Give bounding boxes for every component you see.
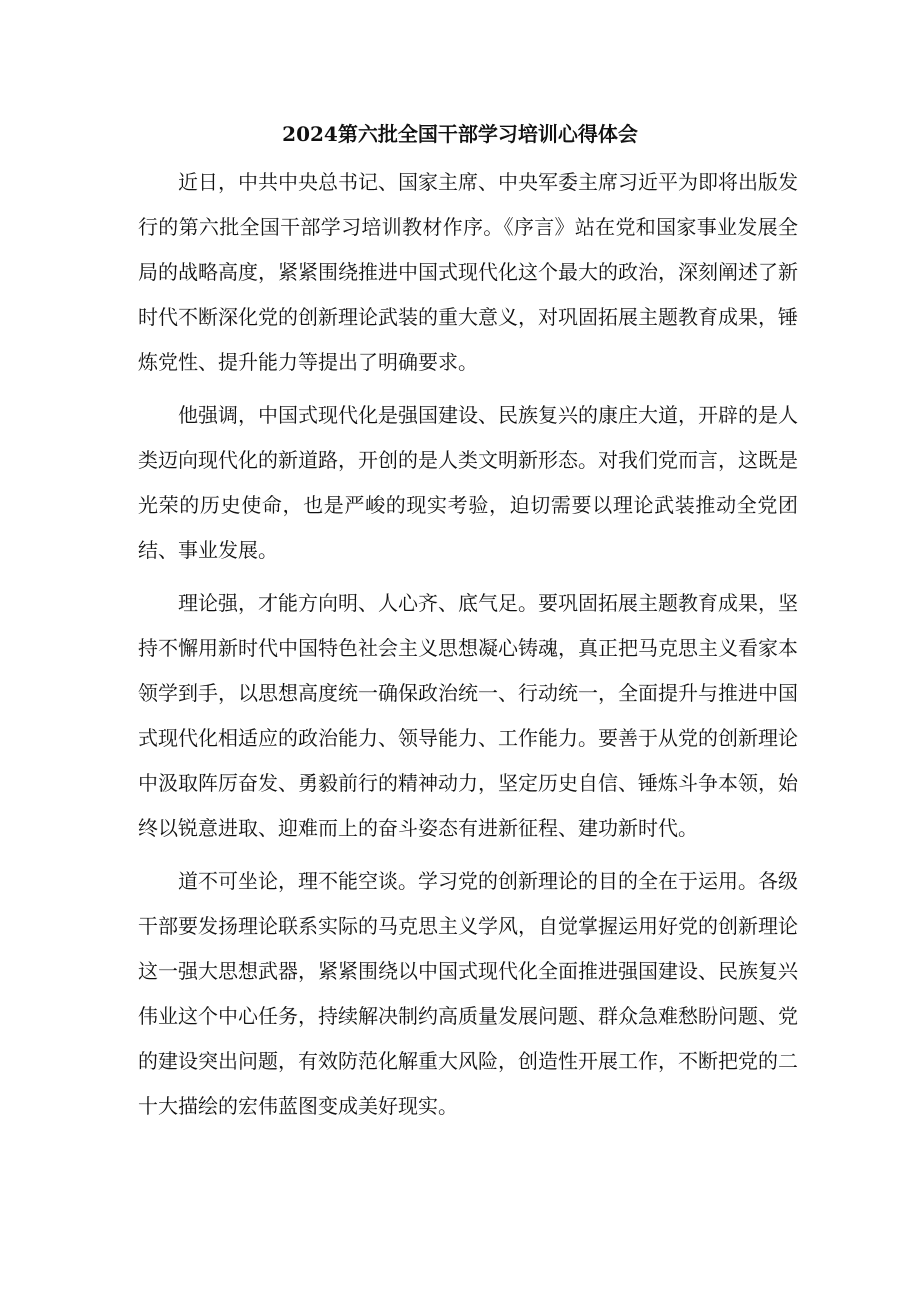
document-title: 2024第六批全国干部学习培训心得体会 — [282, 122, 638, 146]
paragraph-4: 道不可坐论，理不能空谈。学习党的创新理论的目的全在于运用。各级干部要发扬理论联系实际的马克思主义学风，自觉掌握运用好党的创新理论这一强大思想武器，紧紧围绕以中国式现代化全面推进强国建设、民族复兴伟业这个中心任务，持续解决制约高质量发展问题、群众急难愁盼问题、党的建设突出问题，有效防范化解重大风险，创造性开展工作，不断把党的二十大描绘的宏伟蓝图变成美好现实。 — [138, 869, 798, 1118]
paragraph-1: 近日，中共中央总书记、国家主席、中央军委主席习近平为即将出版发行的第六批全国干部学习培训教材作序。《序言》站在党和国家事业发展全局的战略高度，紧紧围绕推进中国式现代化这个最大的政治，深刻阐述了新时代不断深化党的创新理论武装的重大意义，对巩固拓展主题教育成果，锤炼党性、提升能力等提出了明确要求。 — [138, 170, 798, 374]
paragraph-3: 理论强，才能方向明、人心齐、底气足。要巩固拓展主题教育成果，坚持不懈用新时代中国特色社会主义思想凝心铸魂，真正把马克思主义看家本领学到手，以思想高度统一确保政治统一、行动统一，全面提升与推进中国式现代化相适应的政治能力、领导能力、工作能力。要善于从党的创新理论中汲取阵厉奋发、勇毅前行的精神动力，坚定历史自信、锤炼斗争本领，始终以锐意进取、迎难而上的奋斗姿态有进新征程、建功新时代。 — [138, 591, 798, 840]
document-body — [138, 160, 798, 1137]
paragraph-2: 他强调，中国式现代化是强国建设、民族复兴的康庄大道，开辟的是人类迈向现代化的新道路，开创的是人类文明新形态。对我们党而言，这既是光荣的历史使命，也是严峻的现实考验，迫切需要以理论武装推动全党团结、事业发展。 — [138, 403, 798, 562]
